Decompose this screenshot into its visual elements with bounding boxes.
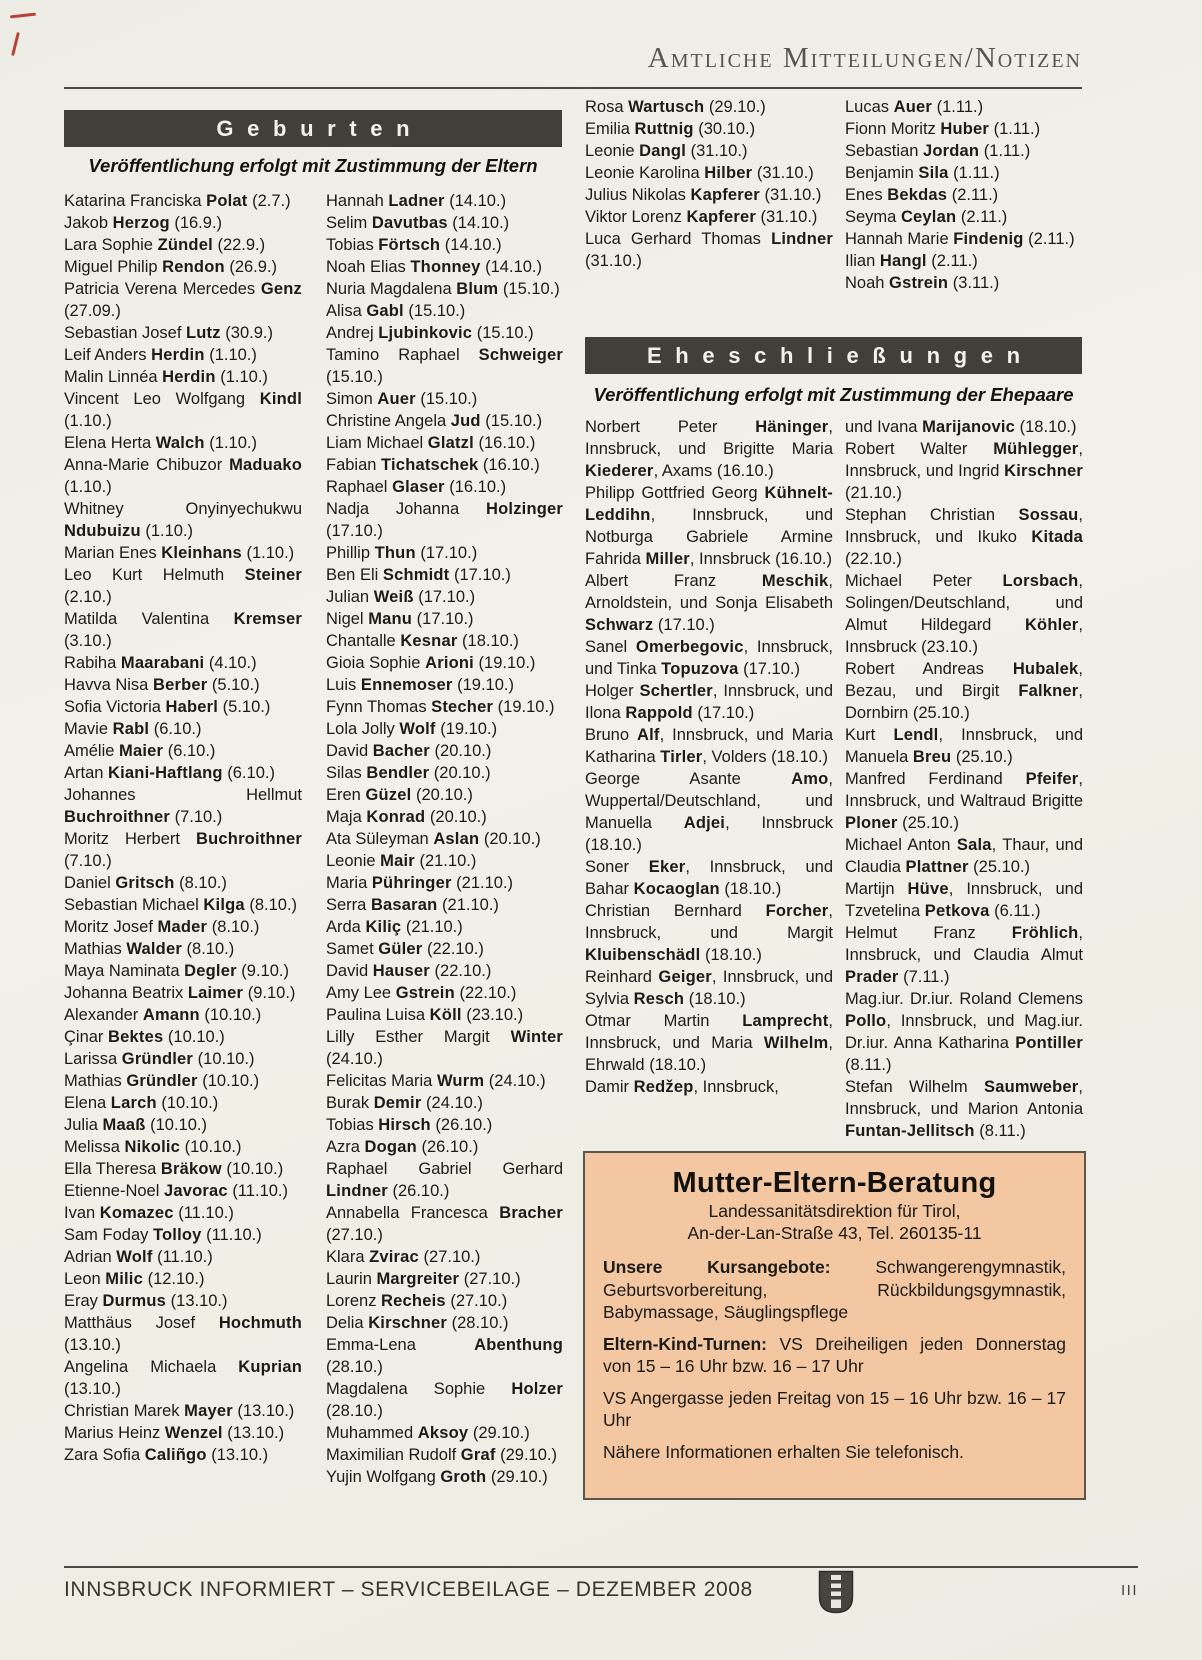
birth-entry: Vincent Leo Wolfgang Kindl (1.10.): [64, 390, 302, 430]
birth-entry: Mathias Walder (8.10.): [64, 940, 235, 958]
birth-entry: Klara Zvirac (27.10.): [326, 1248, 481, 1266]
birth-entry: Moritz Josef Mader (8.10.): [64, 918, 260, 936]
birth-entry: Samet Güler (22.10.): [326, 940, 484, 958]
birth-entry: Phillip Thun (17.10.): [326, 544, 478, 562]
marriage-entry: Christian Bernhard Forcher, Innsbruck, und Margit Kluibenschädl (18.10.): [585, 902, 833, 964]
marriages-column-2: [845, 416, 1083, 1149]
marriage-entry: Michael Peter Lorsbach, Solingen/Deutschland, und Almut Hildegard Köhler, Innsbruck (23.10.): [845, 572, 1083, 656]
birth-entry: Tobias Hirsch (26.10.): [326, 1116, 493, 1134]
birth-entry: Johanna Beatrix Laimer (9.10.): [64, 984, 296, 1002]
birth-entry: Melissa Nikolic (10.10.): [64, 1138, 242, 1156]
scan-artifact: [10, 13, 36, 19]
birth-entry: Whitney Onyinyechukwu Ndubuizu (1.10.): [64, 500, 302, 540]
birth-entry: Annabella Francesca Bracher (27.10.): [326, 1204, 563, 1244]
birth-entry: Moritz Herbert Buchroithner (7.10.): [64, 830, 302, 870]
birth-entry: Tamino Raphael Schweiger (15.10.): [326, 346, 563, 386]
birth-entry: Yujin Wolfgang Groth (29.10.): [326, 1468, 548, 1486]
birth-entry: Lola Jolly Wolf (19.10.): [326, 720, 498, 738]
birth-entry: Selim Davutbas (14.10.): [326, 214, 510, 232]
birth-entry: Ata Süleyman Aslan (20.10.): [326, 830, 541, 848]
birth-entry: Johannes Hellmut Buchroithner (7.10.): [64, 786, 302, 826]
birth-entry: Nigel Manu (17.10.): [326, 610, 474, 628]
birth-entry: Jakob Herzog (16.9.): [64, 214, 223, 232]
birth-entry: Matilda Valentina Kremser (3.10.): [64, 610, 302, 650]
birth-entry: Hannah Ladner (14.10.): [326, 192, 507, 210]
birth-entry: Seyma Ceylan (2.11.): [845, 208, 1008, 226]
birth-entry: Leon Milic (12.10.): [64, 1270, 205, 1288]
marriages-subtitle: Veröffentlichung erfolgt mit Zustimmung der Ehepaare: [593, 384, 1074, 405]
birth-entry: David Bacher (20.10.): [326, 742, 492, 760]
birth-entry: Leif Anders Herdin (1.10.): [64, 346, 257, 364]
birth-entry: Julius Nikolas Kapferer (31.10.): [585, 186, 822, 204]
birth-entry: Ella Theresa Bräkow (10.10.): [64, 1160, 284, 1178]
birth-entry: Larissa Gründler (10.10.): [64, 1050, 255, 1068]
marriage-entry: Bruno Alf, Innsbruck, und Maria Katharina Tirler, Volders (18.10.): [585, 726, 833, 766]
birth-entry: Liam Michael Glatzl (16.10.): [326, 434, 536, 452]
birth-entry: Leonie Karolina Hilber (31.10.): [585, 164, 814, 182]
birth-entry: Tobias Förtsch (14.10.): [326, 236, 502, 254]
birth-entry: Elena Larch (10.10.): [64, 1094, 219, 1112]
birth-entry: Sam Foday Tolloy (11.10.): [64, 1226, 262, 1244]
births-subtitle: Veröffentlichung erfolgt mit Zustimmung der Eltern: [88, 155, 538, 176]
marriages-section-title: Eheschließungen: [646, 342, 1034, 368]
birth-entry: Magdalena Sophie Holzer (28.10.): [326, 1380, 563, 1420]
birth-entry: Nuria Magdalena Blum (15.10.): [326, 280, 560, 298]
birth-entry: Anna-Marie Chibuzor Maduako (1.10.): [64, 456, 302, 496]
infobox-paragraph: Unsere Kursangebote: Schwangerengymnastik, Geburtsvorbereitung, Rückbildungsgymnastik, Babymassage, Säuglingspflege: [603, 1257, 1066, 1322]
birth-entry: Mavie Rabl (6.10.): [64, 720, 202, 738]
birth-entry: Christian Marek Mayer (13.10.): [64, 1402, 295, 1420]
infobox-address-line-1: Landessanitätsdirektion für Tirol,: [708, 1201, 961, 1221]
births-column-3: [585, 96, 833, 338]
marriage-entry: Reinhard Geiger, Innsbruck, und Sylvia Resch (18.10.): [585, 968, 833, 1008]
scan-artifact: [11, 32, 20, 56]
births-column-2: [326, 190, 563, 1562]
births-section-title: Geburten: [216, 115, 424, 141]
birth-entry: Malin Linnéa Herdin (1.10.): [64, 368, 268, 386]
marriage-entry: Holger Schertler, Innsbruck, und Ilona Rappold (17.10.): [585, 682, 833, 722]
birth-entry: Paulina Luisa Köll (23.10.): [326, 1006, 524, 1024]
marriage-entry: Otmar Martin Lamprecht, Innsbruck, und Maria Wilhelm, Ehrwald (18.10.): [585, 1012, 833, 1074]
birth-entry: Fionn Moritz Huber (1.11.): [845, 120, 1041, 138]
birth-entry: Ivan Komazec (11.10.): [64, 1204, 234, 1222]
innsbruck-logo: [818, 1570, 854, 1614]
birth-entry: Leonie Mair (21.10.): [326, 852, 477, 870]
infobox-paragraph: Nähere Informationen erhalten Sie telefonisch.: [603, 1441, 964, 1462]
birth-entry: Daniel Gritsch (8.10.): [64, 874, 227, 892]
birth-entry: Alexander Amann (10.10.): [64, 1006, 262, 1024]
birth-entry: Sebastian Michael Kilga (8.10.): [64, 896, 298, 914]
birth-entry: Noah Gstrein (3.11.): [845, 274, 1000, 292]
birth-entry: Maria Pühringer (21.10.): [326, 874, 514, 892]
marriage-entry: Sanel Omerbegovic, Innsbruck, und Tinka Topuzova (17.10.): [585, 638, 833, 678]
marriage-entry: George Asante Amo, Wuppertal/Deutschland, und Manuella Adjei, Innsbruck (18.10.): [585, 770, 833, 854]
marriages-column-1: [585, 416, 833, 1149]
marriage-entry: Damir Redžep, Innsbruck,: [585, 1078, 779, 1096]
birth-entry: Benjamin Sila (1.11.): [845, 164, 1000, 182]
birth-entry: Katarina Franciska Polat (2.7.): [64, 192, 291, 210]
marriage-entry: Albert Franz Meschik, Arnoldstein, und Sonja Elisabeth Schwarz (17.10.): [585, 572, 833, 634]
birth-entry: Fynn Thomas Stecher (19.10.): [326, 698, 555, 716]
birth-entry: Sebastian Josef Lutz (30.9.): [64, 324, 273, 342]
birth-entry: Marian Enes Kleinhans (1.10.): [64, 544, 295, 562]
marriage-entry: Robert Walter Mühlegger, Innsbruck, und Ingrid Kirschner (21.10.): [845, 440, 1083, 502]
birth-entry: Adrian Wolf (11.10.): [64, 1248, 213, 1266]
birth-entry: Matthäus Josef Hochmuth (13.10.): [64, 1314, 302, 1354]
birth-entry: Havva Nisa Berber (5.10.): [64, 676, 260, 694]
birth-entry: Maximilian Rudolf Graf (29.10.): [326, 1446, 557, 1464]
birth-entry: Raphael Glaser (16.10.): [326, 478, 507, 496]
infobox-paragraph: Eltern-Kind-Turnen: VS Dreiheiligen jeden Donnerstag von 15 – 16 Uhr bzw. 16 – 17 Uhr: [603, 1333, 1066, 1376]
infobox-paragraphs: [603, 1256, 1066, 1463]
birth-entry: Eray Durmus (13.10.): [64, 1292, 228, 1310]
births-column-1: [64, 190, 302, 1562]
footer-rule: [64, 1566, 1138, 1568]
birth-entry: Miguel Philip Rendon (26.9.): [64, 258, 278, 276]
birth-entry: Azra Dogan (26.10.): [326, 1138, 479, 1156]
marriage-entry: Helmut Franz Fröhlich, Innsbruck, und Claudia Almut Prader (7.11.): [845, 924, 1083, 986]
marriage-entry: Mag.iur. Dr.iur. Roland Clemens Pollo, Innsbruck, und Mag.iur. Dr.iur. Anna Katharina Pontiller (8.11.): [845, 990, 1083, 1074]
marriage-entry: Soner Eker, Innsbruck, und Bahar Kocaoglan (18.10.): [585, 858, 833, 898]
marriage-entry: Manfred Ferdinand Pfeifer, Innsbruck, und Waltraud Brigitte Ploner (25.10.): [845, 770, 1083, 832]
birth-entry: Lara Sophie Zündel (22.9.): [64, 236, 266, 254]
birth-entry: Eren Güzel (20.10.): [326, 786, 473, 804]
marriage-entry: Philipp Gottfried Georg Kühnelt-Leddihn, Innsbruck, und Notburga Gabriele Armine Fahrida Miller, Innsbruck (16.10.): [585, 484, 833, 568]
birth-entry: Delia Kirschner (28.10.): [326, 1314, 509, 1332]
birth-entry: Rosa Wartusch (29.10.): [585, 98, 766, 116]
marriages-section-header: [585, 337, 1082, 374]
footer-title: INNSBRUCK INFORMIERT – SERVICEBEILAGE – DEZEMBER 2008: [64, 1578, 753, 1601]
birth-entry: Julian Weiß (17.10.): [326, 588, 476, 606]
birth-entry: Arda Kiliç (21.10.): [326, 918, 463, 936]
marriage-entry: Kurt Lendl, Innsbruck, und Manuela Breu (25.10.): [845, 726, 1083, 766]
birth-entry: Emilia Ruttnig (30.10.): [585, 120, 756, 138]
birth-entry: Elena Herta Walch (1.10.): [64, 434, 257, 452]
birth-entry: Andrej Ljubinkovic (15.10.): [326, 324, 534, 342]
birth-entry: Lucas Auer (1.11.): [845, 98, 984, 116]
birth-entry: Nadja Johanna Holzinger (17.10.): [326, 500, 563, 540]
birth-entry: Rabiha Maarabani (4.10.): [64, 654, 257, 672]
innsbruck-coat-of-arms-icon: [818, 1570, 854, 1614]
birth-entry: David Hauser (22.10.): [326, 962, 492, 980]
births-column-4: [845, 96, 1083, 338]
marriage-entry: Martijn Hüve, Innsbruck, und Tzvetelina Petkova (6.11.): [845, 880, 1083, 920]
infobox-title: Mutter-Eltern-Beratung: [672, 1167, 997, 1199]
marriage-entry: Robert Andreas Hubalek, Bezau, und Birgit Falkner, Dornbirn (25.10.): [845, 660, 1083, 722]
header-rule: [64, 87, 1082, 89]
birth-entry: Gioia Sophie Arioni (19.10.): [326, 654, 536, 672]
marriage-entry: Michael Anton Sala, Thaur, und Claudia Plattner (25.10.): [845, 836, 1083, 876]
birth-entry: Luca Gerhard Thomas Lindner (31.10.): [585, 230, 833, 270]
birth-entry: Patricia Verena Mercedes Genz (27.09.): [64, 280, 302, 320]
marriage-entry: und Ivana Marijanovic (18.10.): [845, 418, 1077, 436]
birth-entry: Emma-Lena Abenthung (28.10.): [326, 1336, 563, 1376]
birth-entry: Angelina Michaela Kuprian (13.10.): [64, 1358, 302, 1398]
birth-entry: Julia Maaß (10.10.): [64, 1116, 207, 1134]
birth-entry: Silas Bendler (20.10.): [326, 764, 491, 782]
birth-entry: Marius Heinz Wenzel (13.10.): [64, 1424, 285, 1442]
birth-entry: Felicitas Maria Wurm (24.10.): [326, 1072, 546, 1090]
birth-entry: Ilian Hangl (2.11.): [845, 252, 978, 270]
birth-entry: Simon Auer (15.10.): [326, 390, 478, 408]
page-number: III: [1120, 1582, 1138, 1599]
births-section-header: [64, 110, 562, 147]
infobox-address-line-2: An-der-Lan-Straße 43, Tel. 260135-11: [687, 1223, 982, 1243]
birth-entry: Amy Lee Gstrein (22.10.): [326, 984, 517, 1002]
birth-entry: Enes Bekdas (2.11.): [845, 186, 999, 204]
marriage-entry: Stefan Wilhelm Saumweber, Innsbruck, und Marion Antonia Funtan-Jellitsch (8.11.): [845, 1078, 1083, 1140]
birth-entry: Noah Elias Thonney (14.10.): [326, 258, 542, 276]
birth-entry: Alisa Gabl (15.10.): [326, 302, 466, 320]
birth-entry: Etienne-Noel Javorac (11.10.): [64, 1182, 289, 1200]
birth-entry: Maya Naminata Degler (9.10.): [64, 962, 289, 980]
birth-entry: Laurin Margreiter (27.10.): [326, 1270, 521, 1288]
birth-entry: Sofia Victoria Haberl (5.10.): [64, 698, 271, 716]
birth-entry: Lilly Esther Margit Winter (24.10.): [326, 1028, 563, 1068]
birth-entry: Christine Angela Jud (15.10.): [326, 412, 543, 430]
birth-entry: Fabian Tichatschek (16.10.): [326, 456, 540, 474]
birth-entry: Chantalle Kesnar (18.10.): [326, 632, 519, 650]
birth-entry: Mathias Gründler (10.10.): [64, 1072, 260, 1090]
birth-entry: Çinar Bektes (10.10.): [64, 1028, 225, 1046]
marriage-entry: Norbert Peter Häninger, Innsbruck, und Brigitte Maria Kiederer, Axams (16.10.): [585, 418, 833, 480]
birth-entry: Luis Ennemoser (19.10.): [326, 676, 514, 694]
birth-entry: Burak Demir (24.10.): [326, 1094, 483, 1112]
birth-entry: Artan Kiani-Haftlang (6.10.): [64, 764, 275, 782]
birth-entry: Raphael Gabriel Gerhard Lindner (26.10.): [326, 1160, 563, 1200]
birth-entry: Maja Konrad (20.10.): [326, 808, 487, 826]
birth-entry: Amélie Maier (6.10.): [64, 742, 216, 760]
page-title: Amtliche Mitteilungen/Notizen: [647, 42, 1082, 74]
infobox-paragraph: VS Angergasse jeden Freitag von 15 – 16 Uhr bzw. 16 – 17 Uhr: [603, 1387, 1066, 1430]
birth-entry: Muhammed Aksoy (29.10.): [326, 1424, 530, 1442]
birth-entry: Sebastian Jordan (1.11.): [845, 142, 1031, 160]
marriage-entry: Stephan Christian Sossau, Innsbruck, und Ikuko Kitada (22.10.): [845, 506, 1083, 568]
birth-entry: Ben Eli Schmidt (17.10.): [326, 566, 511, 584]
birth-entry: Leo Kurt Helmuth Steiner (2.10.): [64, 566, 302, 606]
birth-entry: Leonie Dangl (31.10.): [585, 142, 748, 160]
birth-entry: Hannah Marie Findenig (2.11.): [845, 230, 1075, 248]
birth-entry: Serra Basaran (21.10.): [326, 896, 499, 914]
birth-entry: Lorenz Recheis (27.10.): [326, 1292, 508, 1310]
mutter-eltern-beratung-box: [583, 1151, 1086, 1500]
birth-entry: Viktor Lorenz Kapferer (31.10.): [585, 208, 818, 226]
birth-entry: Zara Sofia Caliñgo (13.10.): [64, 1446, 269, 1464]
